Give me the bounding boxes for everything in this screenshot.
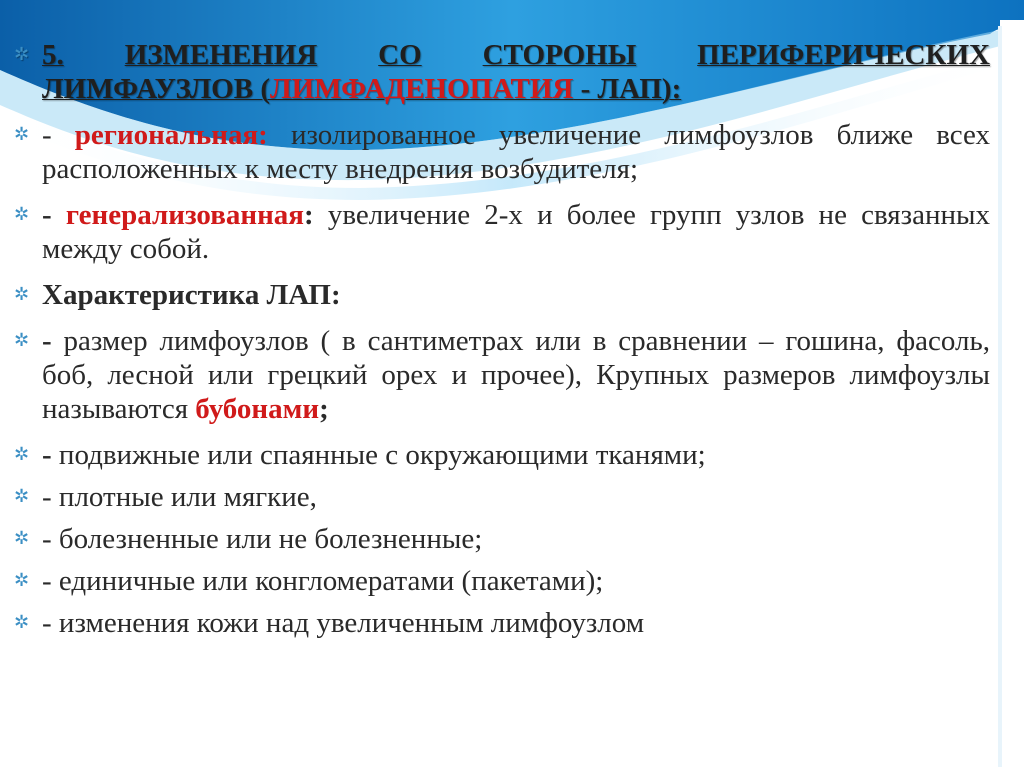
bullet-star-icon: ✲ <box>14 528 30 549</box>
bullet-star-icon: ✲ <box>14 330 30 351</box>
dash: - <box>42 119 75 151</box>
dash: - <box>42 199 66 231</box>
semicolon: ; <box>319 393 329 425</box>
item-text: изолированное увеличение лимфоузлов ближе всех расположенных к месту внедрения возбудителя; <box>42 119 990 185</box>
title-suffix: - ЛАП): <box>573 73 682 105</box>
bullet-star-icon: ✲ <box>14 204 30 225</box>
title-word: СТОРОНЫ <box>482 39 637 71</box>
dash: - <box>42 481 59 513</box>
title-word: 5. <box>42 39 64 71</box>
term-generalized: генерализованная <box>65 199 304 231</box>
bullet-star-icon: ✲ <box>14 44 30 65</box>
list-item-mobility <box>14 438 990 472</box>
heading-text: Характеристика ЛАП: <box>42 279 341 311</box>
dash: - <box>42 565 59 597</box>
dash: - <box>42 439 59 471</box>
list-item-size <box>14 324 990 426</box>
title-word: ПЕРИФЕРИЧЕСКИХ <box>697 39 990 71</box>
title-prefix: ЛИМФАУЗЛОВ ( <box>42 73 270 105</box>
section-heading <box>14 278 990 312</box>
dash: - <box>42 523 59 555</box>
list-item-regional <box>14 118 990 186</box>
title-line-1 <box>42 38 990 72</box>
bullet-star-icon: ✲ <box>14 570 30 591</box>
term-bubons: бубонами <box>195 393 320 425</box>
title-word: СО <box>378 39 422 71</box>
term-regional: региональная: <box>74 119 268 151</box>
list-item-density <box>14 480 990 514</box>
item-text: подвижные или спаянные с окружающими тканями; <box>58 439 706 471</box>
bullet-star-icon: ✲ <box>14 124 30 145</box>
item-text: болезненные или не болезненные; <box>58 523 483 555</box>
slide-title <box>14 38 990 106</box>
title-line-2 <box>42 72 990 106</box>
dash: - <box>42 607 59 639</box>
slide-content <box>14 38 990 648</box>
bullet-star-icon: ✲ <box>14 444 30 465</box>
bullet-star-icon: ✲ <box>14 486 30 507</box>
colon: : <box>303 199 314 231</box>
title-word: ИЗМЕНЕНИЯ <box>124 39 318 71</box>
dash: - <box>42 325 64 357</box>
item-text: размер лимфоузлов ( в сантиметрах или в сравнении – гошина, фасоль, боб, лесной или грецкий орех и прочее), Крупных размеров лимфоузлы называются <box>42 325 990 425</box>
item-text: единичные или конгломератами (пакетами); <box>58 565 604 597</box>
list-item-skin <box>14 606 990 640</box>
bullet-star-icon: ✲ <box>14 612 30 633</box>
list-item-pain <box>14 522 990 556</box>
bullet-star-icon: ✲ <box>14 284 30 305</box>
list-item-conglomerates <box>14 564 990 598</box>
list-item-generalized <box>14 198 990 266</box>
item-text: плотные или мягкие, <box>58 481 317 513</box>
title-red-term: ЛИМФАДЕНОПАТИЯ <box>269 73 574 105</box>
item-text: изменения кожи над увеличенным лимфоузлом <box>58 607 645 639</box>
item-text: увеличение 2-х и более групп узлов не связанных между собой. <box>42 199 990 265</box>
